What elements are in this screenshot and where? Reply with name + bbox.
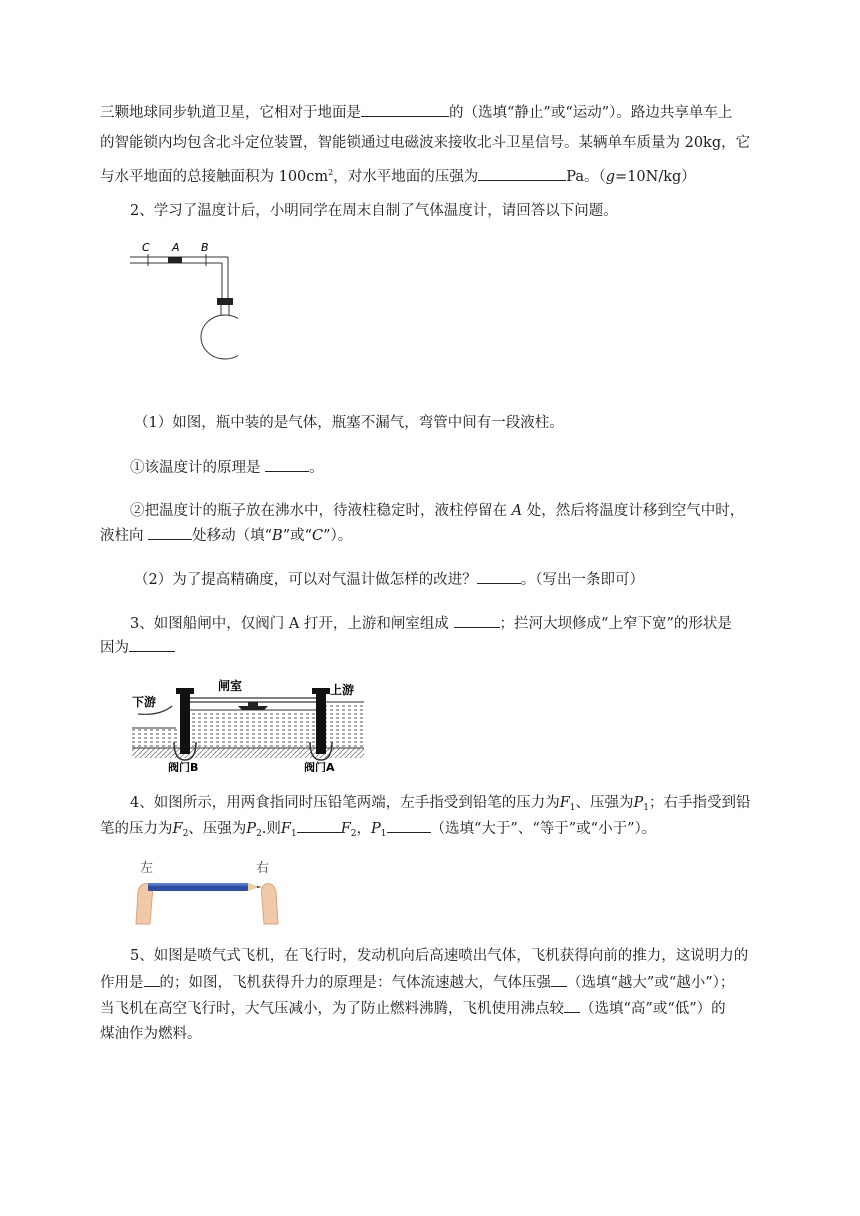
q2-blank-3[interactable] <box>477 569 521 584</box>
q2-var-c: C <box>312 528 324 544</box>
q2-blank-1[interactable] <box>265 457 309 472</box>
q1-blank-2[interactable] <box>478 166 566 181</box>
q5-text: 的；如图，飞机获得升力的原理是：气体流速越大，气体压强 <box>159 975 551 991</box>
label-left: 左 <box>140 861 154 876</box>
q3-blank-2[interactable] <box>129 637 175 652</box>
q1-text: Pa。（ <box>566 168 606 185</box>
q4-var: F <box>559 795 570 811</box>
q2-text: （2）为了提高精确度，可以对气温计做怎样的改进？ <box>134 572 477 588</box>
q3-text: ；拦河大坝修成“上窄下宽”的形状是 <box>499 616 732 632</box>
q1-line-3 <box>100 163 696 187</box>
q2-part1-b-line2 <box>100 525 352 546</box>
q1-blank-1[interactable] <box>361 102 449 117</box>
q1-text: 与水平地面的总接触面积为 100cm <box>100 168 329 185</box>
superscript: 2 <box>328 168 334 177</box>
label-valve-a: 阀门A <box>304 761 335 772</box>
q5-text: （选填“越大”或“越小”）； <box>567 975 735 991</box>
q3-line-1 <box>130 613 732 634</box>
q2-text: 。 <box>309 460 324 476</box>
q2-blank-2[interactable] <box>148 525 192 540</box>
q4-var: P <box>633 795 644 811</box>
q2-text: （1）如图，瓶中装的是气体，瓶塞不漏气，弯管中间有一段液柱。 <box>134 415 564 431</box>
q2-text: ①该温度计的原理是 <box>130 460 266 476</box>
q4-text: 笔的压力为 <box>100 821 173 837</box>
q4-var: P <box>246 821 257 837</box>
q4-text: （选填“大于”、“等于”或“小于”）。 <box>430 821 657 837</box>
q2-text: 处，然后将温度计移到空气中时， <box>522 503 745 519</box>
q5-line-1 <box>130 946 748 966</box>
label-b: B <box>201 241 209 254</box>
q5-text: （选填“高”或“低”）的 <box>580 1001 726 1017</box>
ship-lock-figure <box>132 676 364 772</box>
q3-line-2 <box>100 637 175 658</box>
q4-sub: 2 <box>182 829 189 839</box>
flask <box>201 315 238 359</box>
q2-text: ”）。 <box>323 528 353 544</box>
q4-sub: 1 <box>569 803 576 813</box>
q4-var: P <box>371 821 381 837</box>
q5-line-3 <box>100 998 726 1019</box>
label-upstream: 上游 <box>330 683 355 697</box>
q4-line-1 <box>130 793 751 818</box>
q4-var: F <box>340 821 351 837</box>
q4-sub: 1 <box>380 829 387 839</box>
q4-text: 、压强为 <box>575 795 634 811</box>
q4-sub: 2 <box>350 829 357 839</box>
q4-sub: 2 <box>256 829 262 839</box>
q5-blank-1[interactable] <box>144 972 160 987</box>
q2-var-a: A <box>511 503 523 519</box>
q2-text: 液柱向 <box>100 528 149 544</box>
liquid-column <box>168 257 182 263</box>
q1-line-1 <box>100 102 732 123</box>
q1-text: 的智能锁内均包含北斗定位装置，智能锁通过电磁波来接收北斗卫星信号。某辆单车质量为 20kg，它 <box>100 135 751 151</box>
q5-text: 煤油作为燃料。 <box>100 1026 202 1042</box>
q5-text: 5、如图是喷气式飞机，在飞行时，发动机向后高速喷出气体，飞机获得向前的推力，这说明力的 <box>130 948 749 964</box>
q4-text: 、压强为 <box>188 821 247 837</box>
q1-text: =10N/kg） <box>615 168 696 185</box>
q1-text: 三颗地球同步轨道卫星，它相对于地面是 <box>100 105 361 121</box>
gas-thermometer-figure <box>128 238 238 368</box>
label-a: A <box>172 241 180 254</box>
q4-text: ， <box>356 821 371 837</box>
q4-text: 4、如图所示，用两食指同时压铅笔两端，左手指受到铅笔的压力为 <box>130 795 560 811</box>
q2-title-text: 2、学习了温度计后，小明同学在周末自制了气体温度计，请回答以下问题。 <box>130 203 618 219</box>
lock-gate-a <box>316 690 326 754</box>
q5-text: 当飞机在高空飞行时，大气压减小，为了防止燃料沸腾，飞机使用沸点较 <box>100 1001 564 1017</box>
q2-part2 <box>134 569 644 590</box>
ship-icon <box>238 706 268 710</box>
q2-text: 。（写出一条即可） <box>520 572 644 588</box>
label-downstream: 下游 <box>132 695 157 709</box>
pencil-fingers-figure <box>132 858 282 926</box>
q3-blank-1[interactable] <box>454 613 500 628</box>
q2-text: ”或“ <box>282 528 313 544</box>
q2-text: 处移动（填“ <box>192 528 273 544</box>
q2-part1 <box>134 413 564 433</box>
q3-text: 3、如图船闸中，仅阀门 A 打开，上游和闸室组成 <box>130 616 454 632</box>
q2-part1-b-line1 <box>130 501 744 521</box>
q4-line-2 <box>100 818 656 844</box>
q4-blank-1[interactable] <box>297 818 341 833</box>
q4-var: F <box>280 821 291 837</box>
q1-text: ，对水平地面的压强为 <box>333 168 479 185</box>
label-chamber: 闸室 <box>218 679 243 693</box>
q5-line-4 <box>100 1024 202 1044</box>
bottle-stopper <box>217 298 233 305</box>
q2-part1-a <box>130 457 324 478</box>
label-right: 右 <box>256 861 270 876</box>
q4-text: .则 <box>261 821 281 837</box>
q2-text: ②把温度计的瓶子放在沸水中，待液柱稳定时，液柱停留在 <box>130 503 512 519</box>
label-c: C <box>142 241 150 254</box>
right-finger <box>262 884 279 924</box>
label-valve-b: 阀门B <box>168 761 199 772</box>
q1-line-2 <box>100 133 750 153</box>
q5-blank-3[interactable] <box>564 998 580 1013</box>
q1-text: 的（选填“静止”或“运动”）。路边共享单车上 <box>449 105 733 121</box>
q4-sub: 1 <box>290 829 297 839</box>
q4-sub: 1 <box>643 803 650 813</box>
q4-blank-2[interactable] <box>387 818 431 833</box>
q5-line-2 <box>100 972 734 993</box>
q2-var-b: B <box>272 528 283 544</box>
q5-text: 作用是 <box>100 975 144 991</box>
q5-blank-2[interactable] <box>551 972 567 987</box>
q4-var: F <box>172 821 183 837</box>
q3-text: 因为 <box>100 640 129 656</box>
q4-text: ；右手指受到铅 <box>649 795 751 811</box>
q2-title <box>130 201 618 221</box>
lock-gate-b <box>180 690 190 754</box>
q1-var-g: g <box>605 168 616 185</box>
